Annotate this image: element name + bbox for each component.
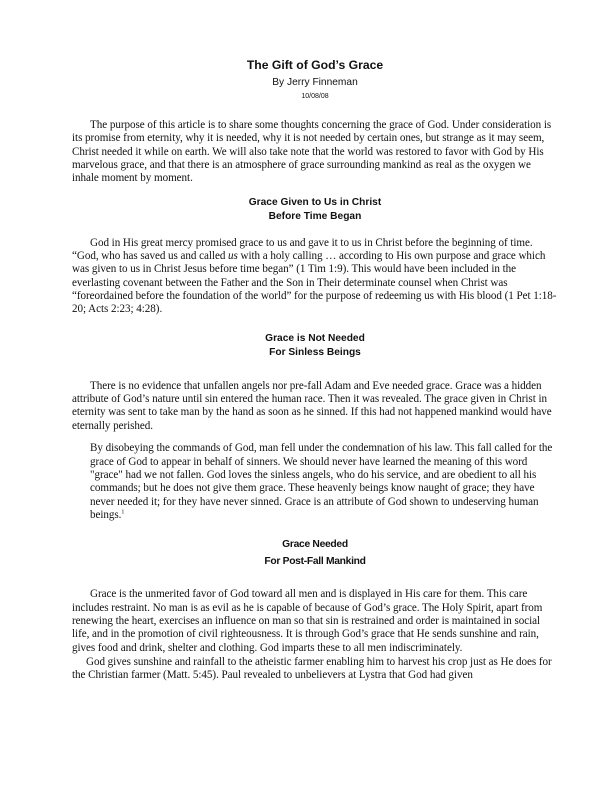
author-byline: By Jerry Finneman — [272, 77, 358, 88]
section-heading-grace-needed — [72, 536, 558, 570]
intro-paragraph: The purpose of this article is to share some thoughts concerning the grace of God. Under consideration is its promise from eternity, why it is needed, why it is not needed by certain ones, but strange as it may seem, Christ needed it while on earth. We will also take note that the world was restored to favor with God by His marvelous grace, and that there is an atmosphere of grace surrounding mankind as real as the oxygen we inhale moment by moment. — [72, 119, 552, 185]
not-needed-paragraph: There is no evidence that unfallen angels nor pre-fall Adam and Eve needed grace. Grace was a hidden attribute of God’s nature until sin entered the human race. Then it was revealed. The grace given in Christ in eternity was sent to take man by the hand as soon as he sinned. If this had not happened mankind would have eternally perished. — [72, 379, 552, 432]
footnote-marker: 1 — [121, 509, 125, 516]
section-heading-line: Grace is Not Needed — [265, 332, 365, 344]
grace-needed-paragraph: Grace is the unmerited favor of God toward all men and is displayed in His care for them. This care includes restraint. No man is as evil as he is capable of because of God’s grace. The Holy Spirit, apart from renewing the heart, exercises an influence on man so that sin is restrained and order is maintained in social life, and in the promotion of civil righteousness. It is through God’s grace that He sends sunshine and rain, gives food and drink, shelter and clothing. God imparts these to all men indiscriminately. — [72, 588, 543, 654]
section-heading-line: Before Time Began — [268, 211, 362, 223]
text-run: with a holy calling … according to His own purpose and grace which was given to us in Christ Jesus before time began” (1 Tim 1:9). This would have been included in the everlasting covenant between the Father and the Son in Their determinate counsel when Christ was “foreordained before the foundation of the world” for the purpose of redeeming us with His blood (1 Pet 1:18-20; Acts 2:23; 4:28). — [72, 250, 557, 316]
document-date: 10/08/08 — [301, 93, 329, 100]
document-title: The Gift of God’s Grace — [246, 58, 384, 72]
text-run: God in His great mercy promised grace to us and gave it to us in Christ before the beginning of time. “God, who has saved us and called — [72, 236, 533, 263]
sunshine-rain-paragraph: God gives sunshine and rainfall to the atheistic farmer enabling him to harvest his crop just as He does for the Christian farmer (Matt. 5:45). Paul revealed to unbelievers at Lystra that God had given — [72, 655, 552, 682]
block-quote — [90, 442, 558, 522]
section-heading-not-needed — [72, 332, 558, 361]
section-heading-line: Grace Given to Us in Christ — [248, 196, 382, 208]
section-heading-line: For Sinless Beings — [269, 347, 361, 359]
section-heading-line: Grace Needed — [282, 539, 348, 551]
section-heading-line: For Post-Fall Mankind — [264, 556, 366, 568]
grace-given-paragraph — [72, 237, 558, 317]
emphasis-text: us — [228, 250, 238, 263]
section-heading-grace-given — [72, 196, 558, 225]
quote-text: By disobeying the commands of God, man fell under the condemnation of his law. This fall called for the grace of God to appear in behalf of sinners. We should never have learned the meaning of this word "grace" had we not fallen. God loves the sinless angels, who do his service, and are obedient to all his commands; but he does not give them grace. These heavenly beings know naught of grace; they have never needed it; for they have never sinned. Grace is an attribute of God shown to undeserving human beings. — [90, 442, 553, 521]
